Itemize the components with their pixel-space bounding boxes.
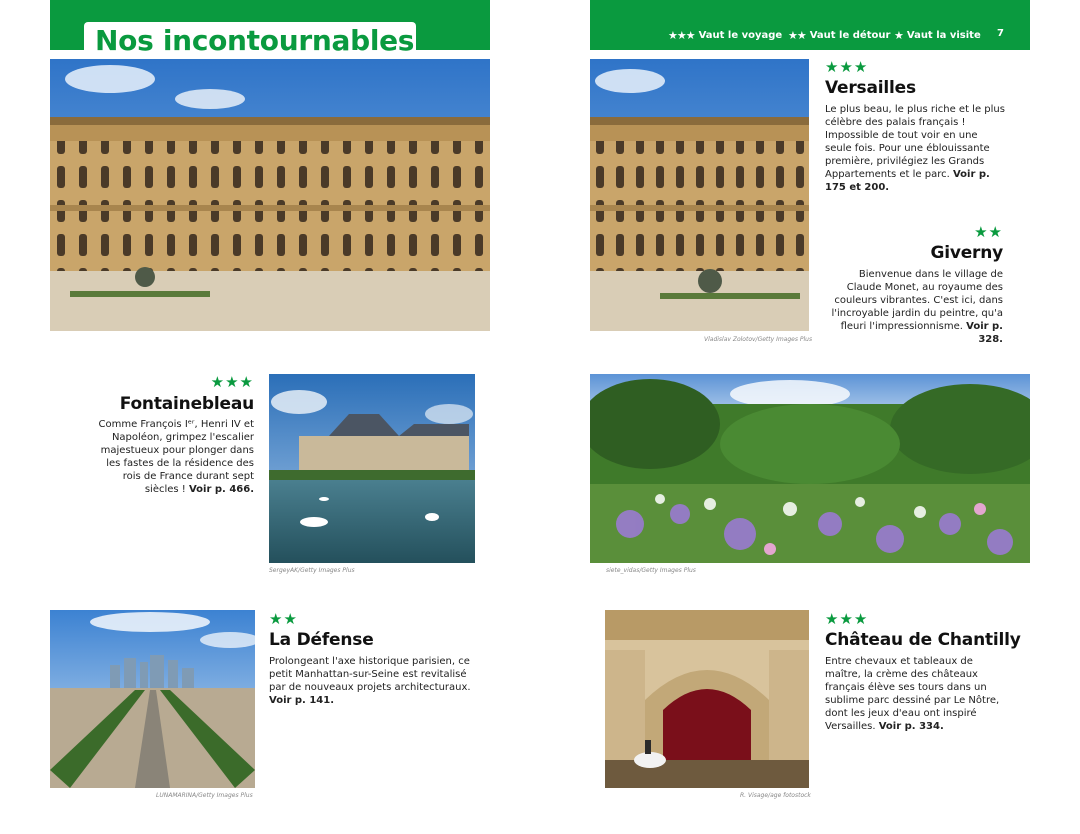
defense-name: La Défense: [269, 630, 374, 650]
page-number: 7: [997, 28, 1004, 39]
versailles-photo-credit: Vladislav Zolotov/Getty Images Plus: [704, 336, 813, 343]
legend-item-voyage: [668, 28, 782, 42]
versailles-photo: [590, 59, 809, 331]
legend-item-detour: [788, 28, 890, 42]
versailles-star-rating-icon: ★★★: [825, 58, 869, 76]
chantilly-name: Château de Chantilly: [825, 630, 1021, 650]
giverny-photo-credit: siete_vidas/Getty Images Plus: [606, 567, 696, 574]
giverny-name: Giverny: [930, 243, 1003, 263]
chantilly-photo: [605, 610, 809, 788]
defense-photo: [50, 610, 255, 788]
chantilly-description: Entre chevaux et tableaux de maître, la crème des châteaux français élève ses tours dans un sublime parc dessiné par Le Nôtre, dont les jeux d'eau ont inspiré Versailles. Voir p. 334.: [825, 656, 1000, 732]
versailles-description: Le plus beau, le plus riche et le plus célèbre des palais français ! Impossible de tout voir en une seule fois. Pour une éblouissante première, privilégiez les Grands Appartements et le parc. Voir p. 175 et 200.: [825, 104, 1005, 193]
legend-label: Vaut le voyage: [698, 29, 783, 41]
fontainebleau-photo-credit: SergeyAK/Getty Images Plus: [269, 567, 355, 574]
defense-photo-credit: LUNAMARINA/Getty Images Plus: [156, 792, 253, 799]
giverny-photo: [590, 374, 1030, 563]
chantilly-star-rating-icon: ★★★: [825, 610, 869, 628]
giverny-star-rating-icon: ★★: [974, 223, 1003, 241]
legend-label: Vaut le détour: [809, 29, 891, 41]
defense-star-rating-icon: ★★: [269, 610, 298, 628]
star-icon: ★★★: [668, 28, 695, 42]
versailles-photo-large: [50, 59, 490, 331]
header-band-right: [590, 0, 1030, 50]
star-icon: ★★: [788, 28, 806, 42]
chantilly-photo-credit: R. Visage/age fotostock: [740, 792, 811, 799]
star-icon: ★: [894, 28, 903, 42]
fontainebleau-photo: [269, 374, 475, 563]
fontainebleau-description: Comme François Iᵉʳ, Henri IV et Napoléon, grimpez l'escalier majestueux pour plonger dans les fastes de la résidence des rois de France durant sept siècles ! Voir p. 466.: [98, 419, 254, 495]
legend-label: Vaut la visite: [906, 29, 981, 41]
defense-description: Prolongeant l'axe historique parisien, ce petit Manhattan-sur-Seine est revitalisé par de nouveaux projets architecturaux. Voir p. 141.: [269, 656, 471, 706]
versailles-name: Versailles: [825, 78, 916, 98]
fontainebleau-star-rating-icon: ★★★: [210, 373, 254, 391]
giverny-description: Bienvenue dans le village de Claude Monet, au royaume des couleurs vibrantes. C'est ici, dans l'incroyable jardin du peintre, qu'a fleuri l'impressionnisme. Voir p. 328.: [831, 269, 1003, 345]
page-title: Nos incontournables: [95, 24, 415, 57]
legend-item-visite: [894, 28, 981, 42]
fontainebleau-name: Fontainebleau: [119, 394, 254, 414]
